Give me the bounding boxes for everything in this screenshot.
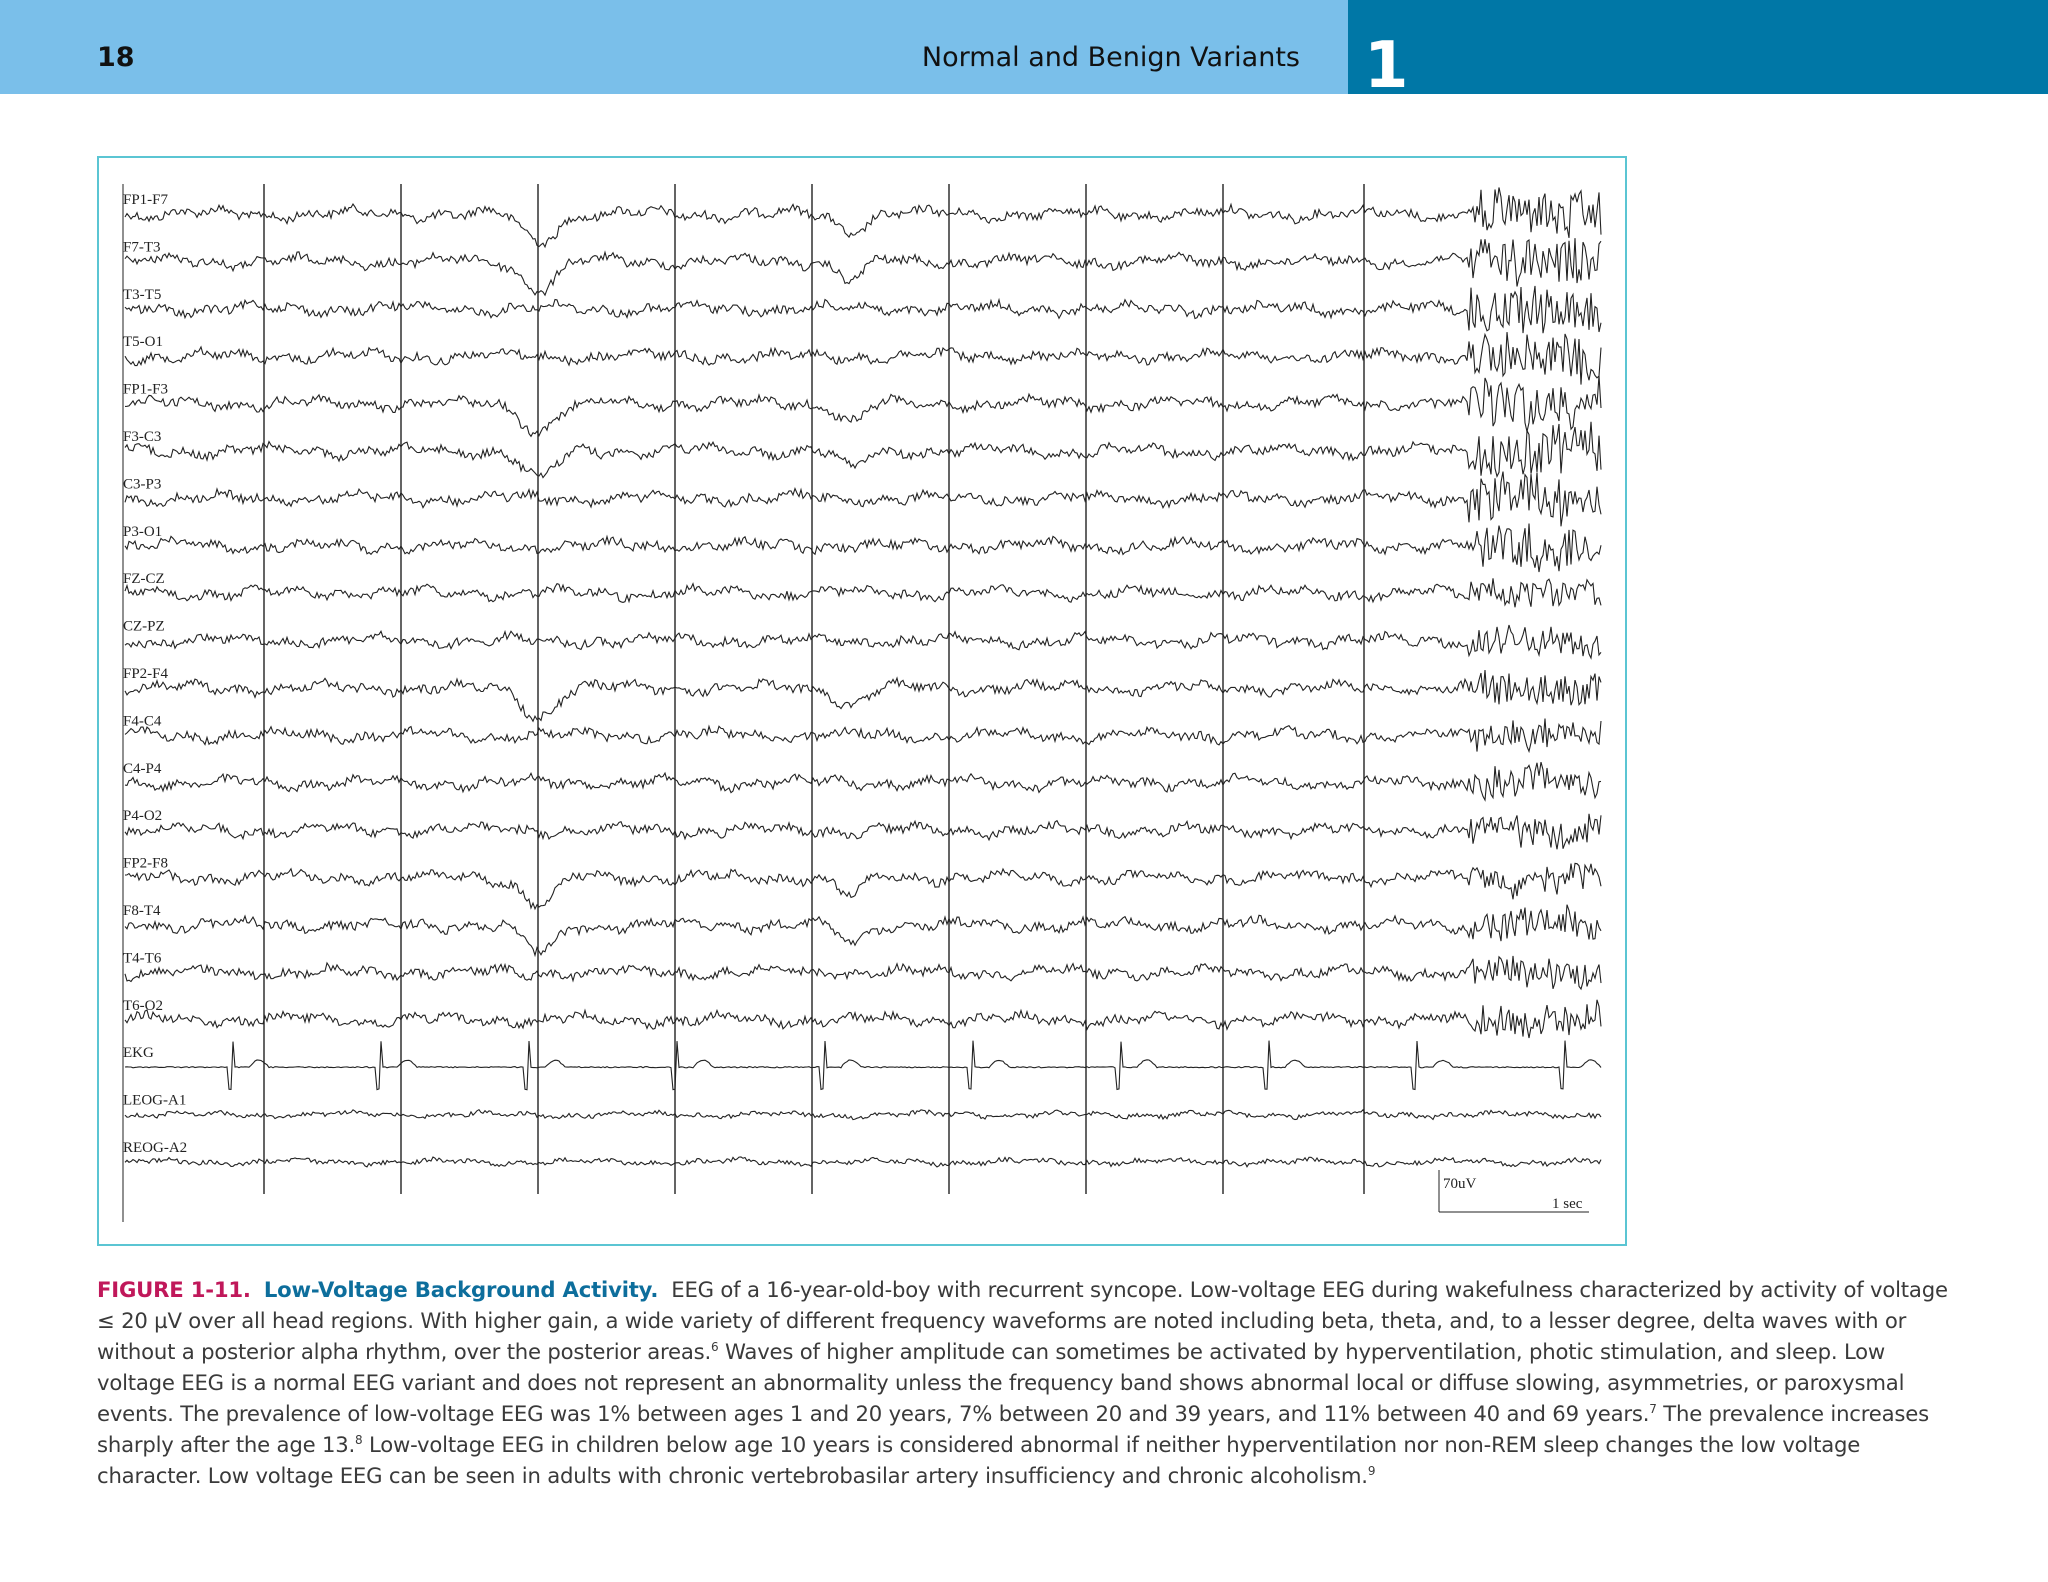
figure-frame (97, 156, 1627, 1246)
channel-label: F3-C3 (123, 429, 162, 445)
scale-time-label: 1 sec (1552, 1196, 1583, 1212)
scale-amplitude-label: 70uV (1443, 1176, 1477, 1192)
reference-marker: 8 (355, 1432, 363, 1447)
channel-label: P3-O1 (123, 523, 163, 540)
channel-trace (125, 863, 1601, 908)
channel-trace (125, 332, 1601, 385)
channel-label: T4-T6 (123, 950, 162, 967)
channel-trace (125, 1110, 1601, 1120)
channel-label: EKG (123, 1045, 154, 1062)
figure-label: FIGURE 1-11. (97, 1277, 251, 1302)
channel-label: REOG-A2 (123, 1140, 188, 1156)
channel-trace (125, 422, 1601, 478)
caption-sentence: Waves of higher amplitude can sometimes be activated by hyperventilation, photic stimulation, and sleep. Low voltage EEG is a normal EEG variant and does not represent an abnormality unless the frequency band shows abnormal local or diffuse slowing, asymmetries, or paroxysmal events. The prevalence of low-voltage EEG was 1% between ages 1 and 20 years, 7% between 20 and 39 years, and 11% between 40 and 69 years. (97, 1339, 1905, 1426)
channel-trace (125, 376, 1601, 437)
channel-trace (125, 956, 1601, 989)
channel-trace (125, 719, 1601, 752)
channel-trace (125, 524, 1601, 573)
channel-label: FP1-F3 (123, 381, 169, 398)
channel-label: T3-T5 (123, 286, 162, 303)
page-number: 18 (97, 42, 135, 73)
channel-label: F8-T4 (123, 903, 161, 919)
channel-trace (125, 1157, 1601, 1167)
channel-label: C4-P4 (123, 760, 162, 777)
channel-trace (125, 472, 1601, 527)
channel-trace (125, 670, 1601, 721)
channel-trace (125, 762, 1601, 800)
channel-trace (125, 814, 1601, 850)
channel-label: FZ-CZ (123, 571, 165, 588)
channel-trace (125, 625, 1601, 658)
eeg-tracing (99, 158, 1625, 1244)
channel-label: LEOG-A1 (123, 1092, 187, 1109)
channel-label: FP2-F8 (123, 855, 169, 872)
channel-label: FP1-F7 (123, 192, 169, 208)
channel-label: FP2-F4 (123, 666, 169, 682)
channel-trace (125, 905, 1601, 956)
figure-title: Low-Voltage Background Activity. (263, 1277, 659, 1302)
channel-trace (125, 1041, 1601, 1090)
caption-sentence: EEG of a 16-year-old-boy with recurrent syncope. Low-voltage EEG during wakefulness characterized by activity of voltage ≤ 20 µV over all head regions. With higher gain, a wide variety of different frequency waveforms are noted including beta, theta, and, to a lesser degree, delta waves with or without a posterior alpha rhythm, over the posterior areas. (97, 1277, 1948, 1364)
reference-marker: 6 (711, 1339, 719, 1354)
channel-label: CZ-PZ (123, 618, 165, 635)
caption-sentence: Low-voltage EEG in children below age 10 years is considered abnormal if neither hyperventilation nor non-REM sleep changes the low voltage character. Low voltage EEG can be seen in adults with chronic vertebrobasilar artery insufficiency and chronic alcoholism. (97, 1432, 1861, 1488)
chapter-tab (1348, 0, 2048, 94)
channel-trace (125, 578, 1601, 607)
channel-label: T5-O1 (123, 334, 163, 351)
running-head: Normal and Benign Variants (921, 42, 1300, 73)
channel-label: F7-T3 (123, 239, 161, 256)
reference-marker: 9 (1367, 1463, 1376, 1478)
figure-caption (97, 1274, 1957, 1491)
chapter-number: 1 (1364, 29, 1409, 103)
channel-trace (123, 997, 1601, 1038)
channel-trace (125, 238, 1601, 295)
channel-trace (125, 286, 1601, 333)
channel-label: C3-P3 (123, 476, 162, 493)
reference-marker: 7 (1649, 1401, 1657, 1416)
channel-label: T6-O2 (123, 997, 163, 1014)
channel-trace (125, 188, 1601, 247)
channel-label: F4-C4 (123, 713, 162, 730)
caption-sentence: The prevalence increases sharply after the age 13. (97, 1401, 1929, 1457)
channel-label: P4-O2 (123, 808, 163, 825)
